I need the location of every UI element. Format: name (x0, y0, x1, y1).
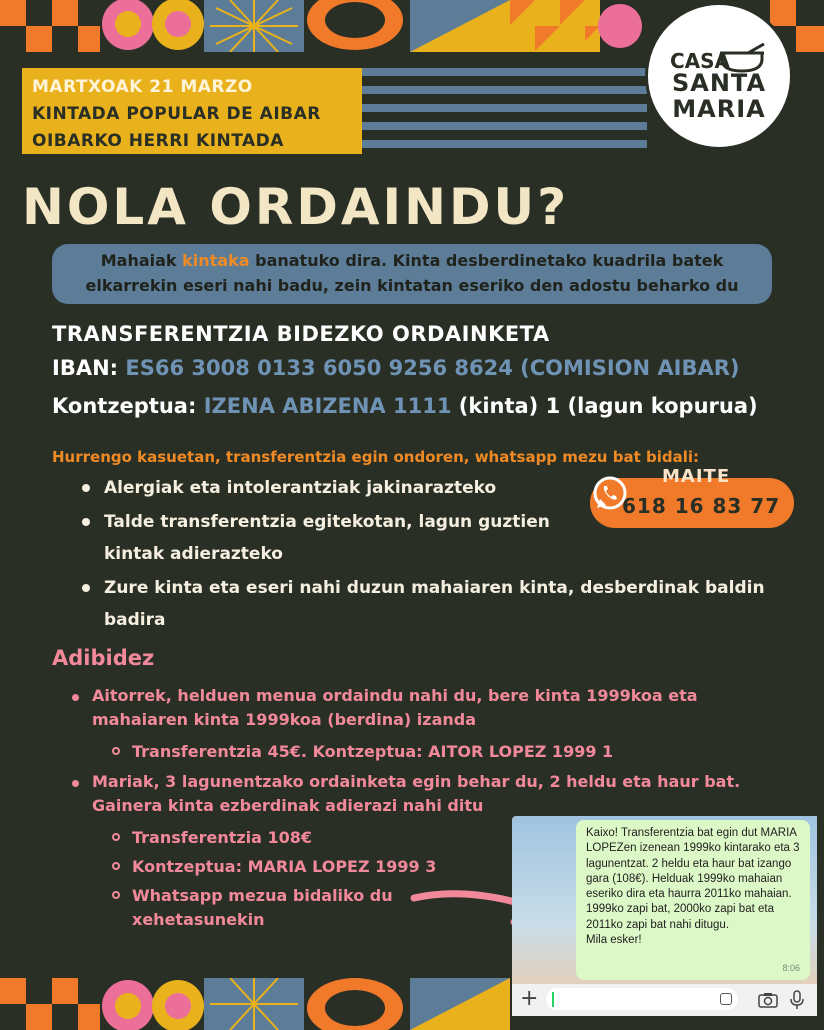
iban-line (52, 356, 740, 380)
table-info-box (52, 244, 772, 304)
message-time: 8:06 (782, 962, 800, 973)
iban-label: IBAN: (52, 356, 119, 380)
sub-bullet (112, 862, 120, 870)
example-1-text: Aitorrek, helduen menua ordaindu nahi du, bere kinta 1999koa eta mahaiaren kinta 1999koa (berdina) izanda (92, 686, 698, 729)
bullet-dot (72, 694, 79, 701)
whatsapp-chat-screenshot (512, 816, 817, 1016)
contact-name: MAITE (662, 466, 731, 487)
text-cursor (552, 992, 554, 1007)
casa-santa-maria-logo (645, 2, 793, 150)
list-item: Talde transferentzia egitekotan, lagun guztien kintak adierazteko (80, 506, 600, 570)
bullet-dot (72, 780, 79, 787)
event-name-eu: OIBARKO HERRI KINTADA (32, 131, 284, 151)
chat-message-bubble (576, 820, 810, 980)
example-2-text: Mariak, 3 lagunentzako ordainketa egin behar du, 2 heldu eta haur bat. Gainera kinta ezberdinak adierazi nahi ditu (92, 772, 741, 815)
sub-bullet (112, 891, 120, 899)
example-2-detail-whatsapp: Whatsapp mezua bidaliko du xehetasunekin (132, 886, 393, 929)
sticker-icon[interactable] (720, 993, 732, 1005)
message-thanks: Mila esker! (586, 934, 642, 947)
example-1-detail: Transferentzia 45€. Kontzeptua: AITOR LOPEZ 1999 1 (132, 742, 614, 761)
camera-icon[interactable] (758, 992, 778, 1008)
concept-rest: (kinta) 1 (lagun kopurua) (458, 394, 758, 418)
logo-casa: CASA (670, 49, 731, 73)
contact-phone[interactable]: 618 16 83 77 (622, 494, 781, 518)
event-name-es: KINTADA POPULAR DE AIBAR (32, 104, 321, 124)
example-2-detail-amount: Transferentzia 108€ (132, 828, 313, 847)
decorative-stripes (362, 68, 647, 148)
event-info-box (22, 68, 362, 154)
plus-icon[interactable]: + (520, 986, 539, 1011)
concept-line (52, 394, 758, 418)
logo-santa: SANTA (671, 69, 767, 97)
info-text-post: banatuko dira. Kinta desberdinetako kuadrila batek elkarrekin eseri nahi badu, zein kintatan eseriko den adostu beharko du (85, 251, 739, 295)
concept-label: Kontzeptua: (52, 394, 197, 418)
sub-bullet (112, 747, 120, 755)
sub-bullet (112, 833, 120, 841)
transfer-heading: TRANSFERENTZIA BIDEZKO ORDAINKETA (52, 322, 550, 346)
example-2-detail-concept: Kontzeptua: MARIA LOPEZ 1999 3 (132, 857, 437, 876)
list-item: Zure kinta eta eseri nahi duzun mahaiaren kinta, desberdinak baldin badira (80, 572, 804, 636)
chat-input-bar (512, 984, 817, 1016)
event-date: MARTXOAK 21 MARZO (32, 77, 253, 97)
iban-value: ES66 3008 0133 6050 9256 8624 (COMISION AIBAR) (125, 356, 740, 380)
whatsapp-instructions: Hurrengo kasuetan, transferentzia egin ondoren, whatsapp mezu bat bidali: (52, 448, 699, 466)
concept-value: IZENA ABIZENA 1111 (203, 394, 452, 418)
list-item: Alergiak eta intolerantziak jakinarazteko (80, 472, 600, 504)
info-highlight: kintaka (182, 251, 250, 270)
info-text-pre: Mahaiak (100, 251, 183, 270)
microphone-icon[interactable] (790, 990, 804, 1010)
message-text: Kaixo! Transferentzia bat egin dut MARIA LOPEZen izenean 1999ko kintarako eta 3 lagunentzat. 2 heldu eta haur bat izango gara (108€). Helduak 1999ko mahaian eseriko dira eta haurra 2011ko mahaian. 1999ko zapi bat, 2000ko zapi bat eta 2011ko zapi bat nahi ditugu. (586, 827, 800, 931)
page-title: NOLA ORDAINDU? (22, 178, 570, 236)
message-input[interactable] (546, 988, 738, 1010)
logo-maria: MARIA (672, 95, 766, 123)
examples-title: Adibidez (52, 646, 155, 670)
